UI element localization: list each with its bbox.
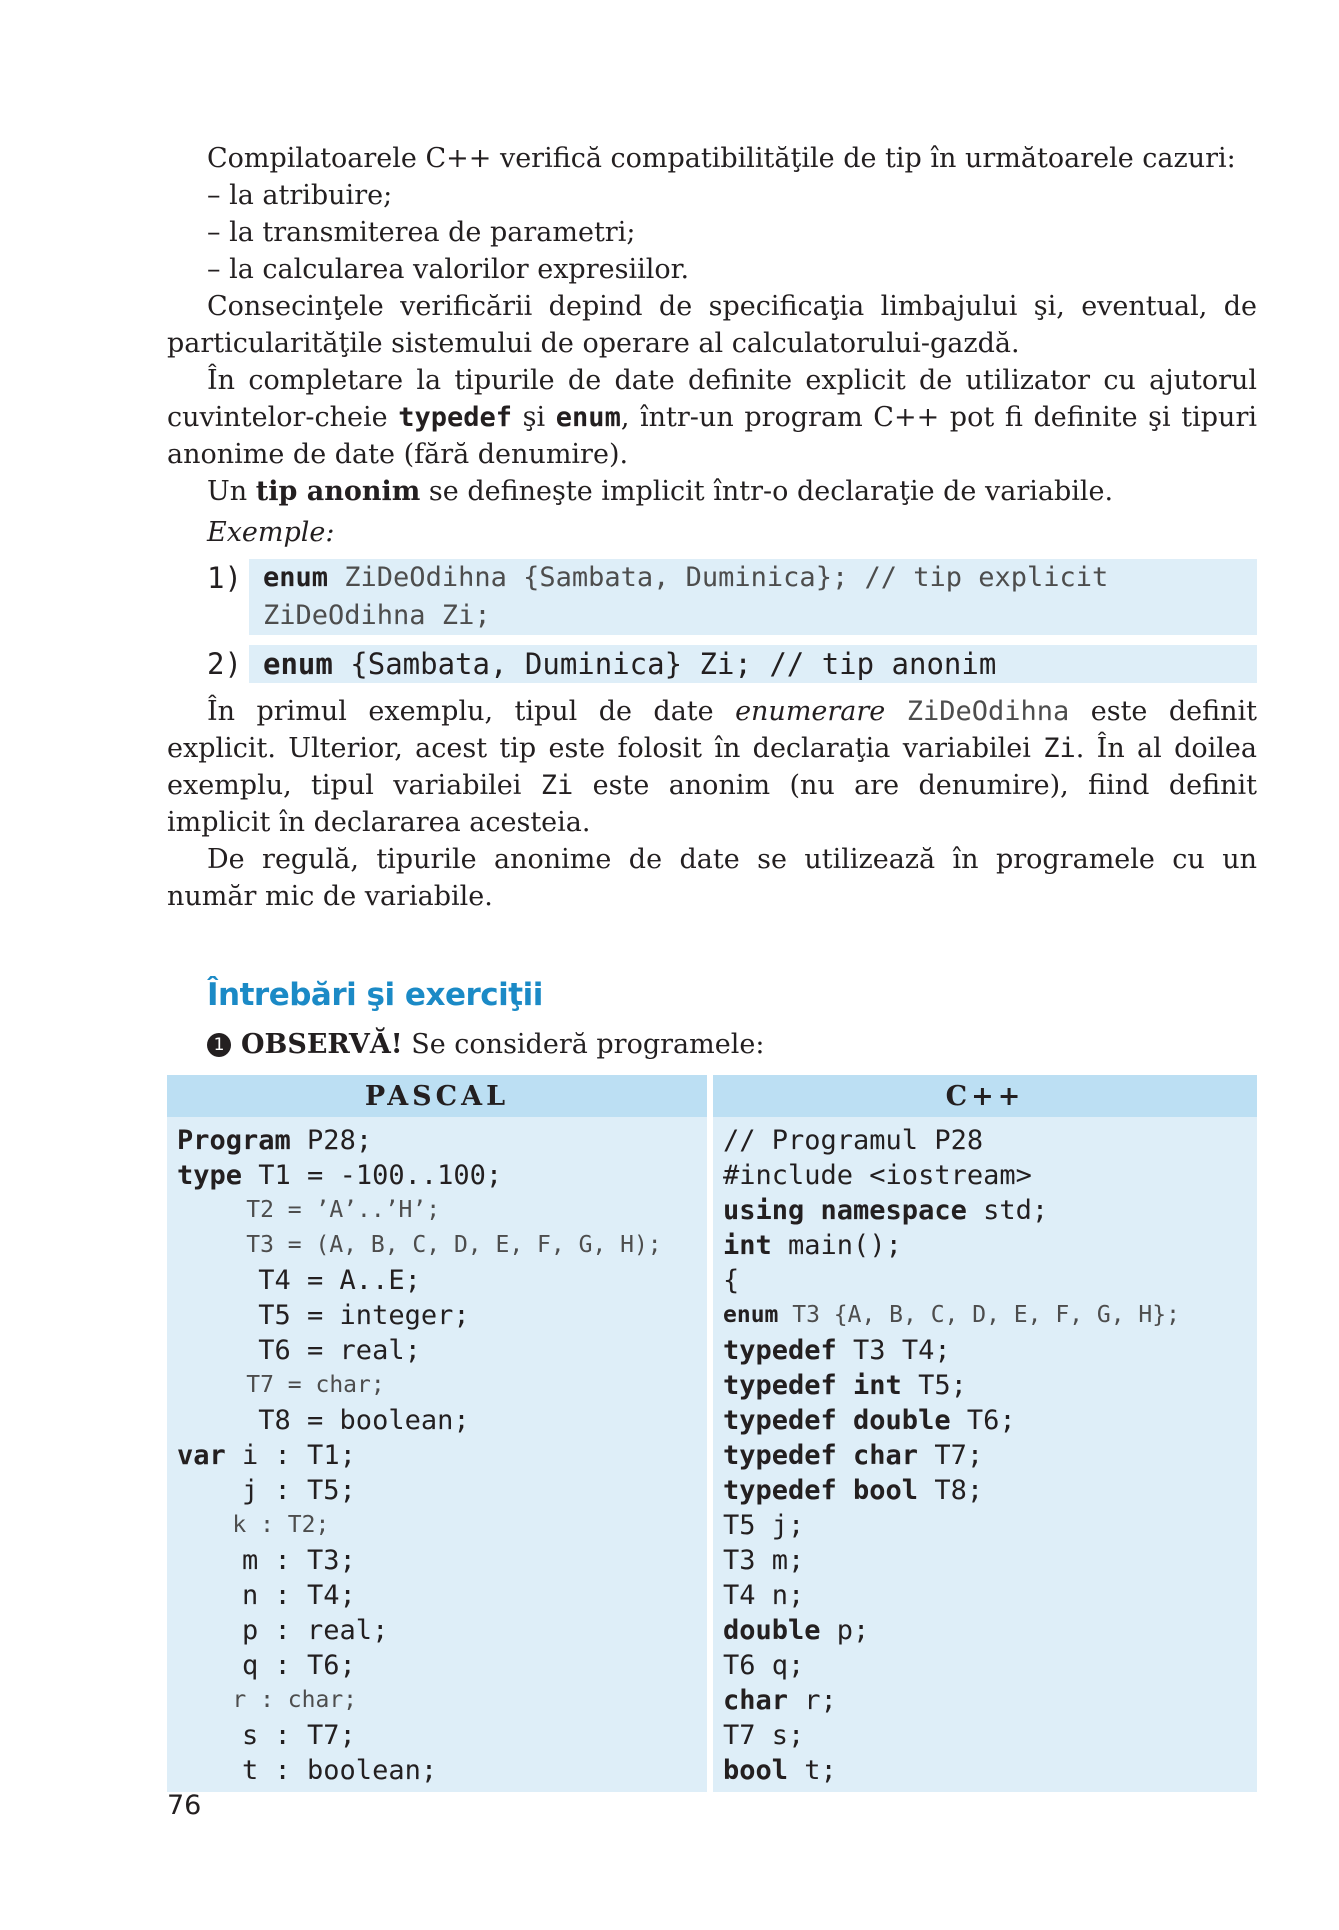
code-line [723,1193,1247,1228]
explanation-paragraph [167,693,1257,841]
code-text: n : T4; [177,1580,356,1611]
code-line [723,1438,1247,1473]
code-line [177,1543,697,1578]
code-line [723,1578,1247,1613]
code-text: T7 s; [723,1720,805,1751]
code-text: { [723,1265,740,1296]
example-code-box [249,559,1257,635]
question-number-badge: 1 [207,1033,231,1057]
page-number: 76 [167,1790,202,1821]
code-text: T3 {A, B, C, D, E, F, G, H}; [778,1302,1180,1328]
code-text: T1 = -100..100; [242,1160,503,1191]
term-tip-anonim: tip anonim [255,476,421,507]
code-line [723,1613,1247,1648]
code-line [723,1368,1247,1403]
code-line [177,1613,697,1648]
code-line [723,1333,1247,1368]
code-line [177,1753,697,1788]
code-line [177,1368,697,1403]
code-keyword: typedef int [723,1370,902,1401]
code-line [723,1543,1247,1578]
code-text: T8 = boolean; [177,1405,470,1436]
text-span: În primul exemplu, tipul de date [207,696,736,727]
code-line [177,1123,697,1158]
list-item: – la calcularea valorilor expresiilor. [207,254,690,285]
code-text: m : T3; [177,1545,356,1576]
code-text: T3 T4; [836,1335,951,1366]
code-line [177,1263,697,1298]
anonymous-types-paragraph [167,362,1257,473]
code-text: p : real; [177,1615,389,1646]
code-line [723,1508,1247,1543]
code-text: r; [788,1685,837,1716]
code-keyword: enum [723,1302,779,1328]
pascal-header: PASCAL [167,1075,707,1117]
code-line [723,1403,1247,1438]
inline-code: Zi [1043,733,1076,764]
text-span: este definit explicit. Ulterior, acest tip este folosit în declaraţia variabilei [167,696,1257,764]
code-keyword: bool [723,1755,789,1786]
definition-paragraph [167,473,1257,510]
code-text: t : boolean; [177,1755,438,1786]
code-text: k : T2; [177,1512,330,1538]
code-line [723,1753,1247,1788]
code-text: p; [820,1615,870,1646]
text-span: Un [207,476,256,507]
text-span: , într-un program C++ pot fi definite şi tipuri anonime de date (fără denumire). [167,402,1257,470]
keyword-enum: enum [555,402,621,433]
code-line [263,645,1243,683]
pascal-code [167,1117,707,1792]
section-heading: Întrebări şi exerciţii [207,977,543,1013]
code-line [177,1473,697,1508]
question-text: Se consideră programele: [402,1029,765,1060]
text-span: şi [512,402,556,433]
italic-term: enumerare [735,696,886,727]
example-number: 1) [207,561,242,595]
code-text: ZiDeOdihna {Sambata, Duminica}; // tip explicit [328,562,1109,593]
code-text: T4 = A..E; [177,1265,421,1296]
code-line [177,1158,697,1193]
text-span: se defineşte implicit într-o declaraţie de variabile. [420,476,1114,507]
page-content [167,140,1257,1792]
intro-paragraph: Compilatoarele C++ verifică compatibilităţile de tip în următoarele cazuri: [207,143,1236,174]
code-keyword: char [723,1685,789,1716]
code-line [177,1718,697,1753]
code-line [723,1123,1247,1158]
code-line [723,1228,1247,1263]
code-line [177,1193,697,1228]
example-1 [167,559,1257,635]
code-text: T4 n; [723,1580,805,1611]
code-keyword: var [177,1440,226,1471]
code-text: main(); [771,1230,902,1261]
inline-code: Zi [540,770,574,801]
text-span [885,696,906,727]
comparison-table [161,1075,1263,1792]
code-keyword: using namespace [723,1195,967,1226]
rule-paragraph: De regulă, tipurile anonime de date se utilizează în programele cu un număr mic de variabile. [167,844,1257,912]
code-text: q : T6; [177,1650,356,1681]
example-number: 2) [207,647,242,681]
code-line [263,559,1243,597]
example-code-box [249,645,1257,683]
code-text: T3 m; [723,1545,805,1576]
code-line [723,1683,1247,1718]
code-line [177,1578,697,1613]
code-text: std; [966,1195,1049,1226]
list-item: – la transmiterea de parametri; [207,217,636,248]
code-text: {Sambata, Duminica} Zi; // tip anonim [332,647,997,681]
code-text: T5 j; [723,1510,805,1541]
code-line [723,1473,1247,1508]
code-keyword: typedef char [723,1440,919,1471]
code-line [177,1508,697,1543]
code-line [177,1648,697,1683]
keyword-enum: enum [263,562,329,593]
code-text: T6 q; [723,1650,805,1681]
code-line [177,1333,697,1368]
code-keyword: typedef [723,1335,837,1366]
example-2 [167,645,1257,683]
consequences-paragraph: Consecinţele verificării depind de specificaţia limbajului şi, eventual, de particularităţile sistemului de operare al calculatorului-gazdă. [167,291,1257,359]
code-line [723,1263,1247,1298]
code-text: T2 = ’A’..’H’; [177,1197,441,1223]
code-text: s : T7; [177,1720,356,1751]
code-text: T7 = char; [177,1372,385,1398]
code-line [177,1683,697,1718]
code-text: T7; [918,1440,984,1471]
code-text: T8; [918,1475,984,1506]
inline-code: ZiDeOdihna [906,696,1070,727]
code-keyword: int [723,1230,772,1261]
code-line [723,1648,1247,1683]
code-line [177,1228,697,1263]
text-span: . În al doilea exemplu, tipul variabilei [167,733,1257,801]
keyword-enum: enum [263,647,333,681]
question-1 [207,1026,1257,1063]
code-text: T6 = real; [177,1335,421,1366]
code-text: #include <iostream> [723,1160,1032,1191]
code-line [723,1718,1247,1753]
code-line [723,1298,1247,1333]
code-keyword: typedef bool [723,1475,919,1506]
code-line [177,1438,697,1473]
code-line [177,1298,697,1333]
cpp-header: C++ [713,1075,1257,1117]
code-line [177,1403,697,1438]
code-text: // Programul P28 [723,1125,984,1156]
examples-label: Exemple: [207,517,335,548]
code-keyword: Program [177,1125,291,1156]
code-text: i : T1; [225,1440,356,1471]
cpp-code [713,1117,1257,1792]
list-item: – la atribuire; [207,180,393,211]
question-bold: OBSERVĂ! [241,1029,403,1060]
code-line [723,1158,1247,1193]
code-text: r : char; [177,1687,358,1713]
code-text: t; [788,1755,837,1786]
code-keyword: typedef double [723,1405,951,1436]
code-text: T5 = integer; [177,1300,470,1331]
text-span: este anonim (nu are denumire), fiind definit implicit în declararea acesteia. [167,770,1257,838]
code-text: j : T5; [177,1475,356,1506]
code-text: T6; [950,1405,1016,1436]
text-span: În completare la tipurile de date definite explicit de utilizator cu ajutorul cuvintelor-cheie [167,365,1257,433]
code-keyword: double [723,1615,821,1646]
code-text: T3 = (A, B, C, D, E, F, G, H); [177,1232,662,1258]
code-text: P28; [290,1125,373,1156]
code-keyword: type [177,1160,243,1191]
code-line: ZiDeOdihna Zi; [263,600,491,631]
keyword-typedef: typedef [398,402,513,433]
code-text: T5; [901,1370,967,1401]
